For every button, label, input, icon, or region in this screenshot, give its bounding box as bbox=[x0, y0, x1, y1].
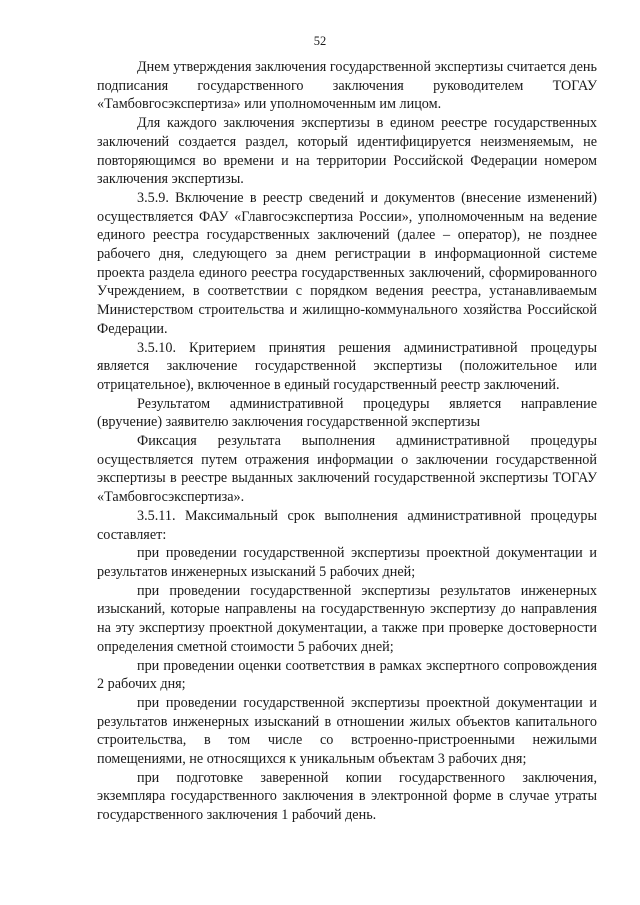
paragraph-fixation: Фиксация результата выполнения административной процедуры осуществляется путем отражения информации о заключении государственной экспертизы в реестре выданных заключений государственной экспертизы ТОГАУ «Тамбовгосэкспертиза». bbox=[97, 433, 597, 506]
paragraph-registry-section: Для каждого заключения экспертизы в едином реестре государственных заключений создается раздел, который идентифицируется неизменяемым, не повторяющимся во времени и на территории Российской Федерации номером заключения экспертизы. bbox=[97, 115, 597, 188]
paragraph-approval-date: Днем утверждения заключения государственной экспертизы считается день подписания государственного заключения руководителем ТОГАУ «Тамбовгосэкспертиза» или уполномоченным им лицом. bbox=[97, 59, 597, 113]
list-item-term-4: при проведении государственной экспертизы проектной документации и результатов инженерных изысканий в отношении жилых объектов капитального строительства, в том числе со встроенно-пристроенными нежилыми помещениями, не относящихся к уникальным объектам 3 рабочих дня; bbox=[97, 694, 597, 768]
paragraph-3-5-11: 3.5.11. Максимальный срок выполнения административной процедуры составляет: bbox=[97, 507, 597, 543]
paragraph-result: Результатом административной процедуры является направление (вручение) заявителю заключения государственной экспертизы bbox=[97, 395, 597, 431]
paragraph-3-5-9: 3.5.9. Включение в реестр сведений и документов (внесение изменений) осуществляется ФАУ «Главгосэкспертиза России», уполномоченным на ведение единого реестра государственных заключений (далее – оператор), не позднее рабочего дня, следующего за днем регистрации в информационной системе проекта раздела единого реестра государственных заключений, сформированного Учреждением, в соответствии с порядком ведения реестра, устанавливаемым Министерством строительства и жилищно-коммунального хозяйства Российской Федерации. bbox=[97, 189, 597, 337]
list-item-term-5: при подготовке заверенной копии государственного заключения, экземпляра государственного заключения в электронной форме в случае утраты государственного заключения 1 рабочий день. bbox=[97, 769, 597, 824]
list-item-term-1: при проведении государственной экспертизы проектной документации и результатов инженерных изысканий 5 рабочих дней; bbox=[97, 545, 597, 580]
page-number: 52 bbox=[313, 34, 327, 48]
list-item-term-3: при проведении оценки соответствия в рамках экспертного сопровождения 2 рабочих дня; bbox=[97, 657, 597, 693]
document-body bbox=[97, 58, 597, 825]
list-item-term-2: при проведении государственной экспертизы результатов инженерных изысканий, которые направлены на государственную экспертизу до направления на эту экспертизу проектной документации, а также при проверке достоверности определения сметной стоимости 5 рабочих дней; bbox=[97, 582, 597, 655]
paragraph-3-5-10: 3.5.10. Критерием принятия решения административной процедуры является заключение государственной экспертизы (положительное или отрицательное), включенное в единый государственный реестр заключений. bbox=[97, 339, 597, 393]
